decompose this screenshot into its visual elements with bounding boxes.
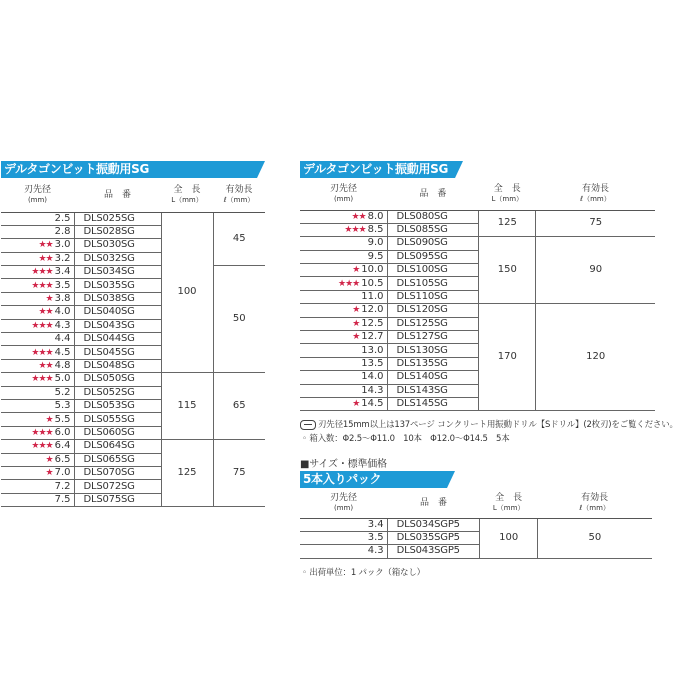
right-table-block bbox=[300, 161, 655, 411]
part-number-cell: DLS035SGP5 bbox=[387, 531, 480, 544]
star-rating-icon: ★★★ bbox=[338, 278, 360, 289]
star-rating-icon: ★★ bbox=[38, 253, 53, 264]
diameter-cell: 5.3 bbox=[1, 399, 74, 412]
part-number-cell: DLS070SG bbox=[74, 466, 161, 479]
part-number-cell: DLS025SG bbox=[74, 212, 161, 225]
diameter-cell: ★★★ 8.5 bbox=[300, 223, 387, 236]
header-part-number: 品 番 bbox=[387, 488, 480, 518]
diameter-cell: 3.5 bbox=[300, 531, 387, 544]
star-rating-icon: ★★★ bbox=[344, 225, 366, 236]
part-number-cell: DLS140SG bbox=[387, 371, 479, 384]
star-rating-icon: ★★ bbox=[38, 360, 53, 371]
header-effective-length: 有効長 ℓ（mm） bbox=[536, 178, 655, 210]
part-number-cell: DLS072SG bbox=[74, 480, 161, 493]
part-number-cell: DLS130SG bbox=[387, 344, 479, 357]
pack-table-title: 5本入りパック bbox=[300, 471, 455, 488]
part-number-cell: DLS035SG bbox=[74, 279, 161, 292]
total-length-cell: 125 bbox=[479, 210, 536, 237]
part-number-cell: DLS127SG bbox=[387, 331, 479, 344]
star-rating-icon: ★ bbox=[45, 454, 53, 465]
part-number-cell: DLS034SGP5 bbox=[387, 518, 480, 531]
pack-table-block bbox=[300, 471, 652, 559]
star-rating-icon: ★ bbox=[352, 318, 360, 329]
part-number-cell: DLS145SG bbox=[387, 397, 479, 410]
part-number-cell: DLS044SG bbox=[74, 333, 161, 346]
part-number-cell: DLS055SG bbox=[74, 413, 161, 426]
header-total-length: 全 長 L（mm） bbox=[480, 488, 537, 518]
part-number-cell: DLS110SG bbox=[387, 290, 479, 303]
part-number-cell: DLS043SG bbox=[74, 319, 161, 332]
diameter-cell: 14.3 bbox=[300, 384, 387, 397]
diameter-cell: 7.5 bbox=[1, 493, 74, 506]
diameter-cell: 9.5 bbox=[300, 250, 387, 263]
diameter-cell: ★★ 3.2 bbox=[1, 252, 74, 265]
table-row bbox=[1, 373, 265, 386]
diameter-cell: 7.2 bbox=[1, 480, 74, 493]
right-table-title: デルタゴンビット振動用SG bbox=[300, 161, 463, 178]
star-rating-icon: ★ bbox=[352, 332, 360, 343]
part-number-cell: DLS040SG bbox=[74, 306, 161, 319]
part-number-cell: DLS032SG bbox=[74, 252, 161, 265]
star-rating-icon: ★ bbox=[45, 468, 53, 479]
header-total-length: 全 長 L（mm） bbox=[479, 178, 536, 210]
part-number-cell: DLS065SG bbox=[74, 453, 161, 466]
header-diameter: 刃先径 (mm) bbox=[300, 178, 387, 210]
part-number-cell: DLS064SG bbox=[74, 440, 161, 453]
part-number-cell: DLS135SG bbox=[387, 357, 479, 370]
table-row bbox=[1, 440, 265, 453]
diameter-cell: ★ 10.0 bbox=[300, 264, 387, 277]
part-number-cell: DLS143SG bbox=[387, 384, 479, 397]
box-quantity-note: ◦ 箱入数：Φ2.5〜Φ11.0 10本 Φ12.0〜Φ14.5 5本 bbox=[302, 434, 510, 444]
table-row bbox=[300, 518, 652, 531]
effective-length-cell: 90 bbox=[536, 237, 655, 304]
diameter-cell: 3.4 bbox=[300, 518, 387, 531]
diameter-cell: ★★★ 10.5 bbox=[300, 277, 387, 290]
left-table-block bbox=[1, 161, 265, 507]
part-number-cell: DLS050SG bbox=[74, 373, 161, 386]
right-spec-table bbox=[300, 178, 655, 411]
star-rating-icon: ★★ bbox=[38, 307, 53, 318]
diameter-cell: ★ 12.7 bbox=[300, 331, 387, 344]
diameter-cell: 2.5 bbox=[1, 212, 74, 225]
diameter-cell: 9.0 bbox=[300, 237, 387, 250]
total-length-cell: 100 bbox=[161, 212, 213, 373]
diameter-cell: ★ 12.0 bbox=[300, 304, 387, 317]
part-number-cell: DLS038SG bbox=[74, 292, 161, 305]
part-number-cell: DLS052SG bbox=[74, 386, 161, 399]
star-rating-icon: ★★ bbox=[38, 240, 53, 251]
part-number-cell: DLS105SG bbox=[387, 277, 479, 290]
diameter-cell: ★★★ 5.0 bbox=[1, 373, 74, 386]
star-rating-icon: ★★★ bbox=[31, 347, 53, 358]
pack-spec-table bbox=[300, 488, 652, 559]
diameter-cell: ★★★ 6.4 bbox=[1, 440, 74, 453]
diameter-cell: ★★★ 3.4 bbox=[1, 266, 74, 279]
header-part-number: 品 番 bbox=[74, 178, 161, 212]
part-number-cell: DLS053SG bbox=[74, 399, 161, 412]
part-number-cell: DLS028SG bbox=[74, 225, 161, 238]
part-number-cell: DLS095SG bbox=[387, 250, 479, 263]
star-rating-icon: ★ bbox=[352, 265, 360, 276]
diameter-cell: 5.2 bbox=[1, 386, 74, 399]
effective-length-cell: 45 bbox=[213, 212, 265, 266]
effective-length-cell: 75 bbox=[213, 440, 265, 507]
diameter-cell: 4.3 bbox=[300, 545, 387, 558]
part-number-cell: DLS080SG bbox=[387, 210, 479, 223]
part-number-cell: DLS085SG bbox=[387, 223, 479, 236]
diameter-cell: ★★★ 3.5 bbox=[1, 279, 74, 292]
total-length-cell: 100 bbox=[480, 518, 537, 558]
diameter-cell: ★ 12.5 bbox=[300, 317, 387, 330]
effective-length-cell: 50 bbox=[213, 266, 265, 373]
star-rating-icon: ★★★ bbox=[31, 280, 53, 291]
diameter-cell: ★★★ 6.0 bbox=[1, 426, 74, 439]
diameter-cell: 4.4 bbox=[1, 333, 74, 346]
table-row bbox=[300, 237, 655, 250]
part-number-cell: DLS043SGP5 bbox=[387, 545, 480, 558]
header-part-number: 品 番 bbox=[387, 178, 479, 210]
diameter-cell: 14.0 bbox=[300, 371, 387, 384]
diameter-cell: 2.8 bbox=[1, 225, 74, 238]
star-rating-icon: ★★★ bbox=[31, 374, 53, 385]
diameter-cell: ★★ 8.0 bbox=[300, 210, 387, 223]
left-spec-table bbox=[1, 178, 265, 507]
part-number-cell: DLS034SG bbox=[74, 266, 161, 279]
diameter-cell: 13.0 bbox=[300, 344, 387, 357]
part-number-cell: DLS030SG bbox=[74, 239, 161, 252]
part-number-cell: DLS100SG bbox=[387, 264, 479, 277]
diameter-cell: 13.5 bbox=[300, 357, 387, 370]
effective-length-cell: 50 bbox=[537, 518, 652, 558]
header-effective-length: 有効長 ℓ（mm） bbox=[537, 488, 652, 518]
part-number-cell: DLS090SG bbox=[387, 237, 479, 250]
diameter-cell: ★★ 3.0 bbox=[1, 239, 74, 252]
part-number-cell: DLS075SG bbox=[74, 493, 161, 506]
header-diameter: 刃先径 (mm) bbox=[1, 178, 74, 212]
header-total-length: 全 長 L（mm） bbox=[161, 178, 213, 212]
star-rating-icon: ★★★ bbox=[31, 427, 53, 438]
effective-length-cell: 65 bbox=[213, 373, 265, 440]
section-heading: ■サイズ・標準価格 bbox=[300, 459, 387, 470]
effective-length-cell: 75 bbox=[536, 210, 655, 237]
diameter-cell: ★★ 4.8 bbox=[1, 359, 74, 372]
star-rating-icon: ★★★ bbox=[31, 320, 53, 331]
header-effective-length: 有効長 ℓ（mm） bbox=[213, 178, 265, 212]
header-diameter: 刃先径 (mm) bbox=[300, 488, 387, 518]
diameter-cell: ★★★ 4.3 bbox=[1, 319, 74, 332]
part-number-cell: DLS048SG bbox=[74, 359, 161, 372]
total-length-cell: 125 bbox=[161, 440, 213, 507]
diameter-cell: ★★★ 4.5 bbox=[1, 346, 74, 359]
shipping-note: ◦ 出荷単位：1 パック（箱なし） bbox=[302, 568, 425, 578]
part-number-cell: DLS060SG bbox=[74, 426, 161, 439]
part-number-cell: DLS120SG bbox=[387, 304, 479, 317]
effective-length-cell: 120 bbox=[536, 304, 655, 411]
diameter-cell: ★ 3.8 bbox=[1, 292, 74, 305]
total-length-cell: 115 bbox=[161, 373, 213, 440]
diameter-cell: ★ 14.5 bbox=[300, 397, 387, 410]
star-rating-icon: ★★★ bbox=[31, 441, 53, 452]
table-row bbox=[300, 304, 655, 317]
drill-icon bbox=[300, 420, 316, 430]
part-number-cell: DLS125SG bbox=[387, 317, 479, 330]
star-rating-icon: ★★★ bbox=[31, 267, 53, 278]
part-number-cell: DLS045SG bbox=[74, 346, 161, 359]
diameter-cell: ★ 6.5 bbox=[1, 453, 74, 466]
drill-note: 刃先径15mm以上は137ページ コンクリート用振動ドリル【Sドリル】(2枚刃)をご覧ください。 bbox=[300, 418, 678, 430]
star-rating-icon: ★ bbox=[352, 305, 360, 316]
star-rating-icon: ★ bbox=[352, 399, 360, 410]
table-row bbox=[1, 212, 265, 225]
star-rating-icon: ★★ bbox=[351, 211, 366, 222]
diameter-cell: ★★ 4.0 bbox=[1, 306, 74, 319]
diameter-cell: ★ 5.5 bbox=[1, 413, 74, 426]
star-rating-icon: ★ bbox=[45, 414, 53, 425]
left-table-title: デルタゴンビット振動用SG bbox=[1, 161, 265, 178]
diameter-cell: 11.0 bbox=[300, 290, 387, 303]
table-row bbox=[300, 210, 655, 223]
total-length-cell: 150 bbox=[479, 237, 536, 304]
diameter-cell: ★ 7.0 bbox=[1, 466, 74, 479]
table-row bbox=[1, 266, 265, 279]
star-rating-icon: ★ bbox=[45, 294, 53, 305]
total-length-cell: 170 bbox=[479, 304, 536, 411]
